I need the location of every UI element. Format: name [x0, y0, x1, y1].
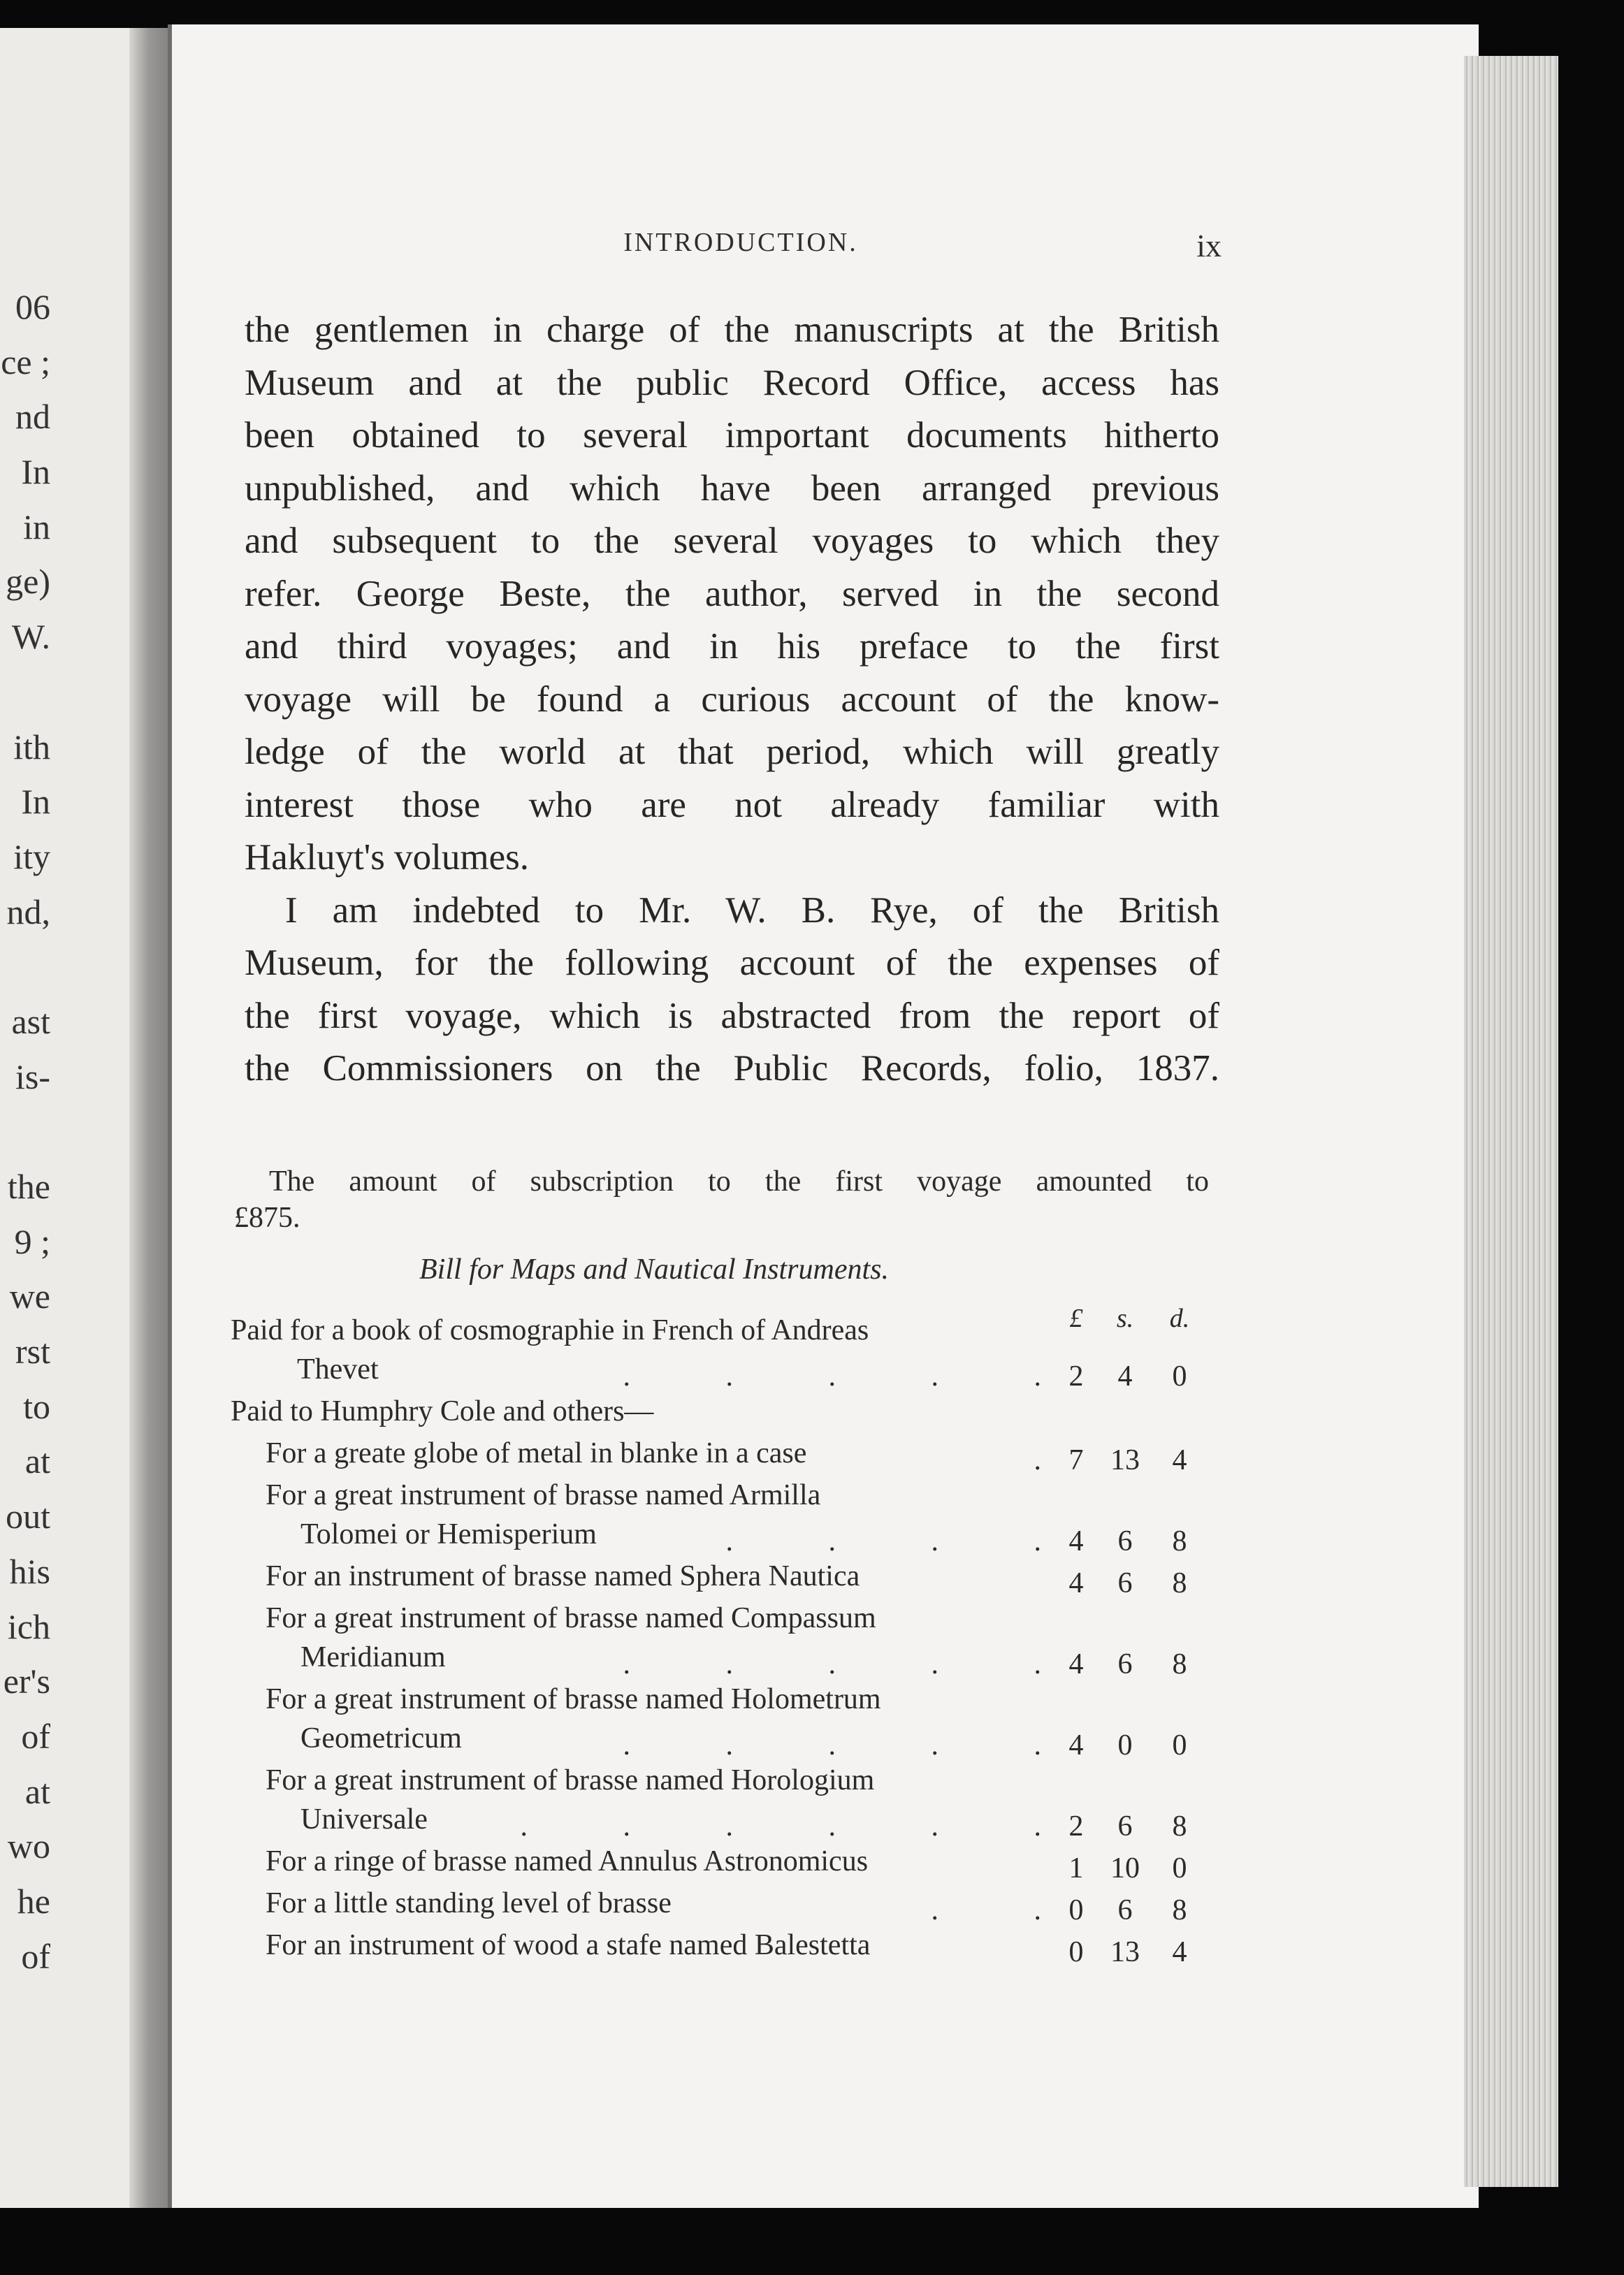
bill-entry-text: For a greate globe of metal in blanke in a case [266, 1437, 807, 1469]
left-fragment-line: ich [7, 1606, 50, 1646]
pounds-value: 7 [1068, 1444, 1084, 1476]
shillings-value: 6 [1117, 1810, 1133, 1842]
left-fragment-line: ith [13, 727, 50, 766]
left-fragment-line: is- [15, 1056, 50, 1096]
body-line: voyage will be found a curious account of the know- [245, 678, 1219, 720]
pounds-value: 0 [1068, 1894, 1084, 1926]
pounds-value: 1 [1068, 1852, 1084, 1884]
note-line: The amount of subscription to the first voyage amounted to [269, 1165, 1209, 1198]
pounds-value: 2 [1068, 1360, 1084, 1393]
bill-entry-text: For an instrument of brasse named Sphera Nautica [266, 1560, 860, 1592]
pence-value: 8 [1172, 1810, 1187, 1842]
bill-entry-text: Universale [300, 1803, 428, 1836]
body-line: Museum, for the following account of the expenses of [245, 943, 1219, 983]
body-line: refer. George Beste, the author, served in the second [245, 573, 1219, 614]
left-fragment-line: out [6, 1497, 50, 1536]
shillings-value: 13 [1110, 1936, 1140, 1968]
body-line: and subsequent to the several voyages to which they [245, 521, 1219, 561]
pence-value: 4 [1172, 1444, 1187, 1476]
shillings-value: 6 [1117, 1567, 1133, 1599]
left-fragment-line: In [21, 782, 50, 822]
dot-leaders: . . . . . [623, 1729, 1041, 1761]
left-fragment-line: of [21, 1716, 50, 1756]
left-fragment-line: wo [7, 1826, 50, 1866]
pence-column-header: d. [1169, 1304, 1190, 1333]
bill-entry-text: Thevet [297, 1353, 379, 1386]
left-fragment-line: ce ; [1, 342, 50, 381]
bill-entry-text: Paid to Humphry Cole and others— [231, 1395, 654, 1427]
pounds-value: 2 [1068, 1810, 1084, 1842]
bill-entry-text: For a great instrument of brasse named Compassum [266, 1602, 876, 1634]
pence-value: 8 [1172, 1894, 1187, 1926]
left-fragment-line: of [21, 1936, 50, 1976]
left-fragment-line: ity [13, 836, 50, 876]
body-line: ledge of the world at that period, which will greatly [245, 732, 1219, 772]
left-fragment-line: we [9, 1277, 50, 1316]
note-line: £875. [234, 1202, 300, 1234]
pounds-column-header: £ [1069, 1304, 1083, 1333]
shillings-value: 13 [1110, 1444, 1140, 1476]
body-line: interest those who are not already familiar with [245, 784, 1219, 825]
left-fragment-line: 9 ; [14, 1221, 50, 1261]
pence-value: 8 [1172, 1567, 1187, 1599]
dot-leaders: . . . . . [623, 1648, 1041, 1680]
shillings-value: 6 [1117, 1894, 1133, 1926]
bill-entry-text: Tolomei or Hemisperium [300, 1518, 597, 1550]
left-fragment-line: his [9, 1551, 50, 1591]
body-line: unpublished, and which have been arranged previous [245, 467, 1219, 509]
shillings-value: 6 [1117, 1648, 1133, 1680]
left-fragment-line: to [23, 1386, 50, 1426]
dot-leaders: . . [931, 1894, 1041, 1926]
pence-value: 0 [1172, 1729, 1187, 1761]
bill-entry-text: For a great instrument of brasse named Holometrum [266, 1683, 881, 1715]
shillings-value: 0 [1117, 1729, 1133, 1761]
body-line: been obtained to several important documents hitherto [245, 415, 1219, 456]
left-fragment-line: In [21, 452, 50, 492]
left-page [0, 28, 145, 2208]
body-line: the Commissioners on the Public Records, folio, 1837. [245, 1048, 1219, 1089]
left-page-text-fragment [0, 279, 50, 1984]
shillings-column-header: s. [1116, 1304, 1134, 1333]
bill-entry-text: Paid for a book of cosmographie in French of Andreas [231, 1314, 869, 1346]
pence-value: 8 [1172, 1648, 1187, 1680]
shillings-value: 10 [1110, 1852, 1140, 1884]
left-fragment-line: in [23, 507, 50, 546]
left-fragment-line [0, 1104, 50, 1159]
page-edges [1464, 56, 1558, 2187]
left-fragment-line [0, 664, 50, 720]
subscription-note [234, 1163, 1209, 1236]
page-number: ix [1196, 228, 1221, 263]
left-fragment-line: the [7, 1167, 50, 1206]
pence-value: 8 [1172, 1525, 1187, 1557]
pence-value: 4 [1172, 1936, 1187, 1968]
body-line: the first voyage, which is abstracted from the report of [245, 995, 1219, 1036]
body-line: I am indebted to Mr. W. B. Rye, of the British [285, 889, 1219, 931]
dot-leaders: . . . . . . [520, 1810, 1041, 1842]
body-line: Museum and at the public Record Office, access has [245, 362, 1219, 403]
left-fragment-line: er's [3, 1662, 50, 1701]
pounds-value: 0 [1068, 1936, 1084, 1968]
left-fragment-line: rst [15, 1332, 50, 1372]
left-fragment-line: at [24, 1441, 50, 1481]
running-title: INTRODUCTION. [623, 228, 858, 257]
left-fragment-line: nd [15, 397, 50, 437]
left-fragment-line: 06 [15, 287, 50, 326]
shillings-value: 4 [1117, 1360, 1133, 1393]
bill-entry-text: For a ringe of brasse named Annulus Astronomicus [266, 1845, 869, 1877]
pounds-value: 4 [1068, 1729, 1084, 1761]
pence-value: 0 [1172, 1360, 1187, 1393]
left-fragment-line: at [24, 1771, 50, 1811]
bill-entry-text: For a great instrument of brasse named Armilla [266, 1479, 821, 1511]
shillings-value: 6 [1117, 1525, 1133, 1557]
dot-leaders: . . . . [725, 1525, 1041, 1557]
left-fragment-line: ge) [6, 562, 50, 602]
dot-leaders: . . . . . [623, 1360, 1041, 1393]
bill-entry-text: For an instrument of wood a stafe named Balestetta [266, 1929, 871, 1961]
body-text [245, 304, 1219, 1096]
bill-entry-text: Meridianum [300, 1641, 446, 1673]
bill-entry-text: For a little standing level of brasse [266, 1887, 672, 1919]
bill-entry-text: Geometricum [300, 1722, 462, 1754]
pence-value: 0 [1172, 1852, 1187, 1884]
pounds-value: 4 [1068, 1525, 1084, 1557]
left-fragment-line: ast [11, 1001, 50, 1041]
left-fragment-line: W. [11, 617, 50, 657]
left-fragment-line [0, 939, 50, 994]
body-line: and third voyages; and in his preface to the first [245, 626, 1219, 667]
bill-title: Bill for Maps and Nautical Instruments. [419, 1253, 889, 1286]
pounds-value: 4 [1068, 1567, 1084, 1599]
body-line: Hakluyt's volumes. [245, 837, 530, 878]
left-fragment-line: he [17, 1881, 50, 1921]
dot-leaders: . [1034, 1444, 1041, 1476]
bill-entry-text: For a great instrument of brasse named Horologium [266, 1764, 875, 1796]
body-line: the gentlemen in charge of the manuscripts at the British [245, 310, 1219, 350]
left-fragment-line: nd, [6, 892, 50, 931]
pounds-value: 4 [1068, 1648, 1084, 1680]
